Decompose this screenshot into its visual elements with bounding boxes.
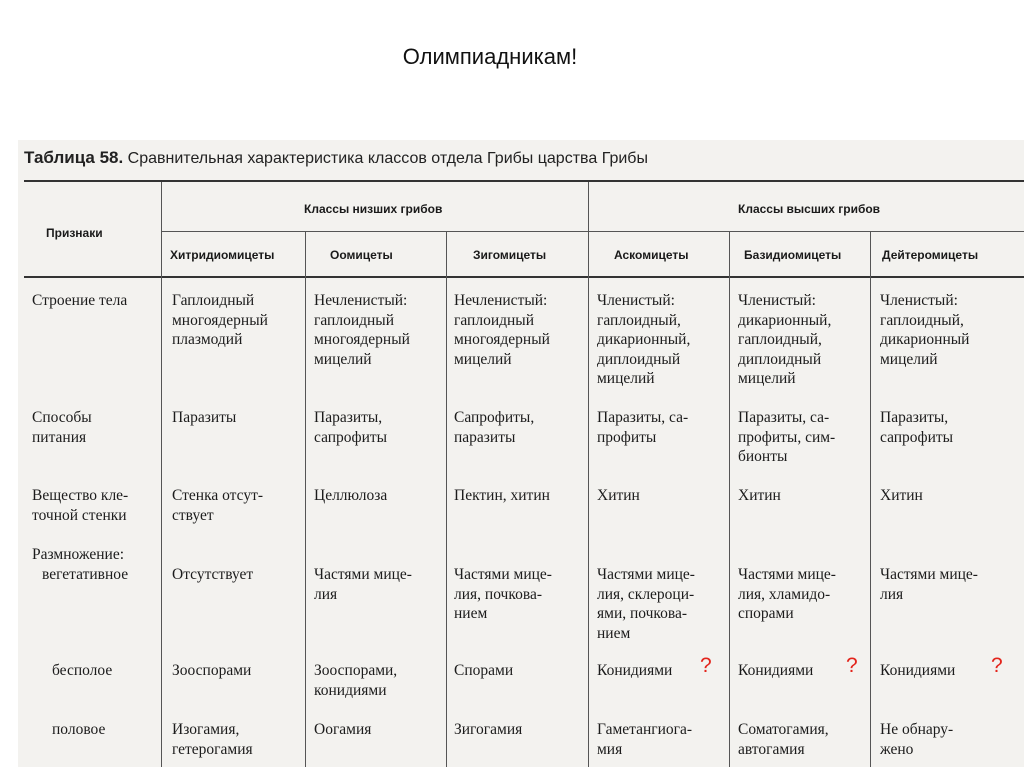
row-sublabel: вегетативное	[42, 566, 129, 583]
question-mark-annotation: ?	[846, 654, 858, 677]
table-cell: Частями мице- лия	[314, 566, 412, 603]
table-cell: Стенка отсут- ствует	[172, 487, 264, 524]
header-class: Аскомицеты	[614, 248, 689, 262]
column-divider	[870, 232, 871, 767]
table-caption	[24, 148, 648, 168]
question-mark-annotation: ?	[991, 654, 1003, 677]
table-cell: Членистый: гаплоидный, дикарионный, диплоидный мицелий	[597, 292, 691, 387]
header-class: Зигомицеты	[473, 248, 547, 262]
table-cell: Оогамия	[314, 721, 372, 738]
table-cell: Зооспорами, конидиями	[314, 662, 398, 699]
column-divider	[446, 232, 447, 767]
table-cell: Спорами	[454, 662, 514, 679]
column-divider	[588, 182, 589, 767]
table-cell: Членистый: гаплоидный, дикарионный мицелий	[880, 292, 970, 368]
row-label: Способы питания	[32, 409, 92, 446]
row-label: бесполое	[52, 662, 113, 679]
table-cell: Хитин	[738, 487, 781, 504]
header-class: Дейтеромицеты	[882, 248, 979, 262]
row-label: Размножение:	[32, 546, 125, 563]
table-cell: Частями мице- лия	[880, 566, 978, 603]
table-cell: Паразиты, сапрофиты	[880, 409, 954, 446]
table-caption-text: Сравнительная характеристика классов отдела Грибы царства Грибы	[123, 150, 648, 167]
table-cell: Нечленистый: гаплоидный многоядерный мицелий	[314, 292, 410, 368]
table-cell: Членистый: дикарионный, гаплоидный, диплоидный мицелий	[738, 292, 832, 387]
table-cell: Частями мице- лия, почкова- нием	[454, 566, 552, 622]
row-label: Вещество кле- точной стенки	[32, 487, 129, 524]
table-cell: Паразиты, са- профиты	[597, 409, 689, 446]
table-number: Таблица 58.	[24, 148, 124, 167]
column-divider	[305, 232, 306, 767]
table-cell: Нечленистый: гаплоидный многоядерный мицелий	[454, 292, 550, 368]
table-cell: Целлюлоза	[314, 487, 388, 504]
header-class: Базидиомицеты	[744, 248, 842, 262]
table-cell: Соматогамия, автогамия	[738, 721, 829, 758]
column-divider	[729, 232, 730, 767]
table-cell: Сапрофиты, паразиты	[454, 409, 535, 446]
table-cell: Гаплоидный многоядерный плазмодий	[172, 292, 268, 348]
table-cell: Паразиты, са- профиты, сим- бионты	[738, 409, 836, 465]
table-cell: Не обнару- жено	[880, 721, 954, 758]
slide-title: Олимпиадникам!	[402, 44, 578, 69]
table-cell: Пектин, хитин	[454, 487, 550, 504]
header-higher-group: Классы высших грибов	[738, 202, 881, 216]
table-cell: Паразиты	[172, 409, 237, 426]
table-cell: Конидиями	[880, 662, 956, 679]
table-cell: Частями мице- лия, склероци- ями, почкова- нием	[597, 566, 695, 642]
header-class: Хитридиомицеты	[170, 248, 275, 262]
table-cell: Конидиями	[597, 662, 673, 679]
header-class: Оомицеты	[330, 248, 393, 262]
table-cell: Зооспорами	[172, 662, 252, 679]
header-bottom-rule	[24, 276, 1024, 278]
table-cell: Отсутствует	[172, 566, 254, 583]
table-cell: Хитин	[880, 487, 923, 504]
row-label: Строение тела	[32, 292, 128, 309]
row-label: половое	[52, 721, 106, 738]
table-top-rule	[24, 180, 1024, 182]
table-cell: Частями мице- лия, хламидо- спорами	[738, 566, 836, 622]
table-scan	[18, 140, 1024, 767]
header-divider	[161, 231, 1024, 232]
table-cell: Зигогамия	[454, 721, 523, 738]
table-cell: Гаметангиога- мия	[597, 721, 693, 758]
question-mark-annotation: ?	[700, 654, 712, 677]
table-cell: Паразиты, сапрофиты	[314, 409, 388, 446]
table-cell: Изогамия, гетерогамия	[172, 721, 253, 758]
header-features: Признаки	[46, 226, 103, 240]
table-cell: Конидиями	[738, 662, 814, 679]
header-lower-group: Классы низших грибов	[304, 202, 443, 216]
table-cell: Хитин	[597, 487, 640, 504]
column-divider	[161, 182, 162, 767]
